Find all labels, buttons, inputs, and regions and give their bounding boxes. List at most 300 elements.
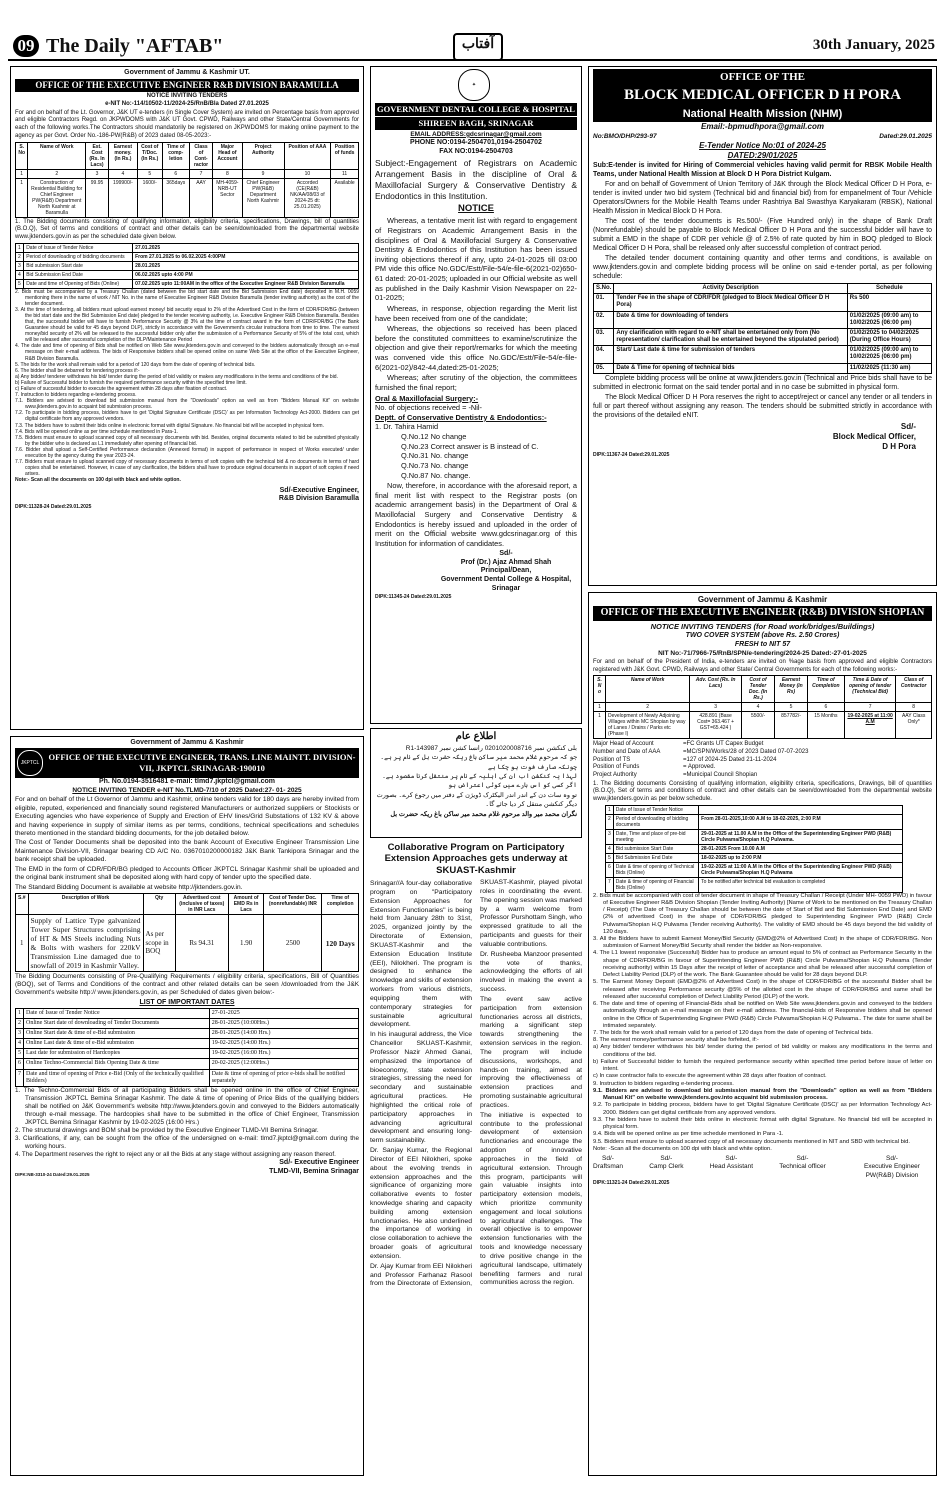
cell: 03. bbox=[594, 328, 614, 345]
table-row bbox=[606, 805, 903, 814]
ad-rnb-shopian bbox=[588, 592, 937, 1476]
cell: 1 bbox=[16, 915, 29, 972]
table-row bbox=[16, 1069, 359, 1086]
conditions-list bbox=[593, 893, 932, 1146]
cell: Accorded (CE(R&B) NK/AA/08/03 of 2024-25 dt: 25.01.2025) bbox=[284, 178, 331, 217]
col-number: 5 bbox=[137, 169, 162, 178]
cell: Date & time for downloading of tenders bbox=[614, 311, 847, 328]
cell: Date and time of opening of Price e-Bid (Only of the technically qualified Bidders) bbox=[24, 1069, 210, 1086]
email: Email:-bpmudhpora@gmail.com bbox=[701, 122, 824, 132]
col-number: 4 bbox=[741, 703, 774, 712]
cell: 7 bbox=[606, 877, 614, 892]
cell bbox=[699, 805, 903, 814]
dates-table bbox=[15, 1008, 359, 1088]
article-paragraph: Srinagar//A four-day collaborative program on "Participatory Extension Approaches for Extension Functionaries" is being held from January 28th to 31st, 2025, organized jointly by the Directorate of Extension, SKUAST-Kashmir and the Extension Education Institute (EEI), Nilokheri. The program is designed to enhance the knowledge and skills of extension workers from various districts, equipping them with contemporary strategies for sustainable agricultural development. bbox=[370, 880, 472, 1029]
col-number: 5 bbox=[775, 703, 808, 712]
cell: 2 bbox=[16, 1018, 24, 1028]
note: Note:- Scan all the documents on 100 dpi with black and white option. bbox=[15, 477, 181, 484]
sd: Sd/- bbox=[499, 549, 513, 557]
contact-line: Ph. No.0194-3516481 e-mail: tlmd7.jkptcl@gmail.com bbox=[98, 777, 276, 785]
cell: 99.95 bbox=[86, 178, 109, 217]
nit-number: NIT No:-71/7966-75/RnB/SPN/e-tendering/2024-25 Dated:-27-01-2025 bbox=[658, 649, 867, 657]
table-row bbox=[606, 829, 903, 844]
table-row bbox=[16, 1018, 359, 1028]
cell: 28-01-2025 (10:00Hrs.) bbox=[209, 1018, 358, 1028]
table-row bbox=[16, 915, 359, 972]
col-number: 3 bbox=[690, 703, 742, 712]
ref-row bbox=[593, 133, 932, 141]
col-header: Position of funds bbox=[331, 142, 359, 169]
table-row bbox=[594, 294, 932, 311]
bmo-banner: BLOCK MEDICAL OFFICER D H PORA bbox=[593, 85, 932, 106]
col-number: 10 bbox=[284, 169, 331, 178]
list-item: 7.4. Bids will be opened online as per time schedule mentioned in Para-1. bbox=[15, 428, 178, 435]
news-article bbox=[370, 842, 582, 1476]
cell: 2500 bbox=[264, 915, 322, 972]
college-place: SHIREEN BAGH, SRINAGAR bbox=[375, 117, 577, 130]
table-row bbox=[16, 1059, 359, 1069]
cell: 05. bbox=[594, 363, 614, 373]
cell: 3 bbox=[16, 261, 24, 270]
cell: 01/02/2025 (09:00 am) to 10/02/2025 (06:00 pm) bbox=[847, 346, 931, 363]
meta-row: Major Head of Account =FC Grants UT Capex Budget bbox=[593, 741, 764, 748]
works-table bbox=[15, 893, 359, 972]
cell: Tender Fee in the shape of CDR/FDR (pledged to Block Medical Officer D H Pora) bbox=[614, 294, 847, 311]
article-paragraph: Dr. Ajay Kumar from EEI Nilokheri and Professor Farhanaz Rasool from the Directorate of Extension, SKUAST-Kashmir, played pivotal roles in coordinating the event. The opening session was marked by a warm welcome from Professor Purshottam Singh, who expressed gratitude to all the participants and guests for their valuable contributions. bbox=[370, 879, 582, 1288]
etender-date: DATED:29/01/2025 bbox=[727, 151, 798, 161]
cell: Online Techno-Commercial Bids Opening Date & time bbox=[24, 1059, 210, 1069]
conditions-list bbox=[15, 1087, 359, 1159]
cell: 1600/- bbox=[137, 178, 162, 217]
list-item: 7.2. To participate in bidding process, bidders have to get 'Digital Signature Certificate (DSC)' as per Information Technology Act-2000. Bidders can get digital certificate from any approved vendors. bbox=[15, 410, 359, 423]
meta-row: Project Authority =Municipal Council Shopian bbox=[593, 771, 758, 778]
para-2: Whereas, in response, objection regarding the Merit list have been received from one of the candidate; bbox=[375, 303, 577, 323]
note: Note: -Scan all the documents on 100 dpi with black and white option. bbox=[593, 1145, 772, 1152]
signatory-place: D H Pora bbox=[882, 442, 916, 452]
article-body bbox=[370, 879, 582, 1289]
cell: Chief Engineer PW(R&B) Department North Kashmir bbox=[242, 178, 284, 217]
cell: From 27.01.2025 to 06.02.2025 4:00PM bbox=[133, 252, 359, 261]
col-header: Cost of T/Doc. (In Rs.) bbox=[137, 142, 162, 169]
cell: Rs 94.31 bbox=[175, 915, 228, 972]
signatory-title: Principal/Dean, bbox=[480, 567, 532, 575]
intro-text: For and on behalf of the Lt. Governor, J&K UT e-tenders (in Single Cover System) are invited on Percentage basis from approved and eligible Contractors Regd. on JKPWDOMS with J&K UT Govt. CPWD, Railways and other State/Central Governments for each of the following works.The Contractors should mandatorily be registered on JKPWDOMS for making online payment to the agency as per Govt. Order No.-186-PW(R&B) of 2023 dated 08-05-2023:- bbox=[15, 109, 359, 139]
ad-rnb-baramulla bbox=[10, 66, 364, 730]
list-item: 5. The Earnest Money Deposit (EMD@2% of Advertised Cost) in the shape of CDR/FDR/BG of the successful Bidder shall be released after receiving Performance security @5% of the allotted cost in the shape of CDR/FDR/BG and same shall be released after successful completion of Defect Liability Period (DLP) of the work. bbox=[593, 979, 932, 1000]
cell: 1 bbox=[16, 243, 24, 252]
table-row bbox=[16, 1039, 359, 1049]
office-title: OFFICE OF THE EXECUTIVE ENGINEER, TRANS. LINE MAINTT. DIVISION-VII, JKPTCL SRINAGAR-190010 bbox=[48, 752, 356, 773]
col-number: 7 bbox=[189, 169, 212, 178]
cell: 07.02.2025 upto 11:00AM in the office of the Executive Engineer R&B Division Baramulla bbox=[133, 279, 359, 288]
col-header: Est. Cost (Rs. In Lacs) bbox=[86, 142, 109, 169]
col-number: 1 bbox=[16, 169, 28, 178]
para-1: 1. The Bidding documents consisting of qualifying information, eligibility criteria, specifications, Drawings, bill of quantities (B.O.Q), Set of terms and conditions of contract and other details can be seen/downloaded from the departmental website www.jktenders.gov.in as per the scheduled date given below. bbox=[15, 218, 359, 240]
table-row bbox=[16, 243, 359, 252]
table-row bbox=[594, 346, 932, 363]
list-item: c) In case contractor fails to execute the agreement within 28 days after fixation of contract. bbox=[593, 1073, 827, 1080]
list-item: 8. The earnest money/performance security shall be forfeited, if:- bbox=[593, 1037, 759, 1044]
cell: 1 bbox=[594, 712, 606, 739]
cell: 28-01-2025 From 10.00 A.M bbox=[699, 844, 903, 853]
list-item: 9.2. To participate in bidding process, bidders have to get 'Digital Signature Certificate (DSC)' as per Information Technology Act-2000. Bidders can get digital certificate from any approved vendors. bbox=[593, 1102, 932, 1116]
cell: 1 bbox=[16, 178, 28, 217]
cell: Bid Submission End Date bbox=[613, 853, 698, 862]
cell: Rs 500 bbox=[847, 294, 931, 311]
article-headline: Collaborative Program on Participatory Extension Approaches gets underway at SKUAST-Kashmir bbox=[384, 842, 568, 876]
cell: Date & time of opening of price e-bids shall be notified separately bbox=[209, 1069, 358, 1086]
signature: Sd/- Draftsman bbox=[593, 1155, 623, 1171]
list-item: 7. The bids for the work shall remain valid for a period of 120 days from the date of opening of Technical bids. bbox=[593, 1030, 873, 1037]
para-3: Whereas, the objections so received has been placed before the constituted committees to examine/scrutinize the objection and give their report/remarks for which the meeting was convened vide this office No.GDC/Estt/File-54/e-file-6(2021-02)/842-44,dated:25-01-2025; bbox=[375, 324, 577, 372]
cell: 5 bbox=[16, 279, 24, 288]
urdu-line: لہذا یہ کنکشن اب ان کی اہلیہ کے نام پر منتقل کرنا مقصود ہے۔ اگر کسی کو اس بارے میں کوئی اعتراض ہو bbox=[382, 773, 577, 790]
cell: Online Start date & time of e-Bid submission bbox=[24, 1028, 210, 1038]
cell: 02. bbox=[594, 311, 614, 328]
cd-name: 1. Dr. Tahira Hamid bbox=[375, 422, 439, 432]
notice-title: NOTICE bbox=[458, 203, 494, 215]
phone: PHONE NO:0194-2504701,0194-2504702 bbox=[410, 139, 542, 147]
college-seal bbox=[375, 69, 577, 101]
cell: 18-02-2025 up to 2:00 P.M bbox=[699, 853, 903, 862]
col-header: Name of Work bbox=[28, 142, 86, 169]
cell: 6 bbox=[606, 862, 614, 877]
dipk-ref: DIPK:11321-24 Dated:29.01.2025 bbox=[593, 1180, 670, 1187]
office-label: OFFICE OF THE bbox=[593, 69, 932, 85]
nit-number: e-NIT No:-114/10502-11/2024-25/RnB/Bla Dated 27.01.2025 bbox=[105, 101, 269, 108]
cell: 19-02-2025 (14:00 Hrs.) bbox=[209, 1039, 358, 1049]
notice-footer bbox=[593, 375, 932, 421]
para-4: The Standard Bidding Document is available at website http://jktenders.gov.in. bbox=[15, 883, 243, 891]
list-item: 3. All the Bidders have to submit Earnest Money/Bid Security (EMD@2% of Advertised Cost) in the shape of CDR/FDR/BG. Non submission of Earnest Money/Bid Security shall render the bidder as Non-responsive. bbox=[593, 935, 932, 950]
cell: 5 bbox=[606, 853, 614, 862]
col-header: S. N o bbox=[594, 676, 606, 703]
list-item: 9.5. Bidders must ensure to upload scanned copy of all necessary documents mentioned in NIT and SBD with technical bid. bbox=[593, 1138, 910, 1145]
col-header: Advertised cost (inclusive of taxes) in INR Lacs bbox=[175, 894, 228, 915]
cell: 3 bbox=[16, 1028, 24, 1038]
col-number: 9 bbox=[242, 169, 284, 178]
jkptcl-emblem-icon: JKPTCL bbox=[17, 750, 43, 776]
para-2: The cost of the tender documents is Rs.500/- (Five Hundred only) in the shape of Bank Draft (Nonrefundable) should be payable to Block Medical Officer D H Pora and the successful bidder will have to submit a EMD in the shape of CDR per vehicle @ of 2.5% of rate quoted by him in BOQ pledged to Block Medical Officer D H Pora, shall be released only after successful completion of contract period. bbox=[593, 218, 932, 253]
cell: 5 bbox=[16, 1049, 24, 1059]
urdu-line: تو وہ سات دن کے اندر اندر الیکٹرک ڈویژن کے دفتر میں رجوع کرے۔ بصورت دیگر کنکشن منتقل کر دیا جائے گا۔ bbox=[376, 791, 577, 809]
col-header: S.No. bbox=[594, 283, 614, 293]
para-5: The Bidding Documents consisting of Pre-Qualifying Requirements / eligibility criteria, specifications, Bill of Quantities (BOQ), set of Terms and Conditions of the contract and other related details can be seen /downloaded from the J&K Government's website http:// www.jktenders.gov.in, as per Scheduled of dates given below:- bbox=[15, 973, 359, 997]
question-list bbox=[375, 432, 577, 480]
table-header-row bbox=[594, 283, 932, 293]
para-5: The Block Medical Officer D H Pora reserves the right to accept/reject or cancel any tender or all tenders in full or part thereof without assigning any reason. The tenders should be submitted strictly in accordance with the provisions of the detailed eNIT. bbox=[593, 393, 932, 419]
signature: Sd/-Executive Engineer, bbox=[279, 486, 359, 494]
cell: Available bbox=[331, 178, 359, 217]
para-1: Whereas, a tentative merit list with regard to engagement of Registrars on Academic Arrangement Basis in the disciplines of Oral & Maxillofacial Surgery & Conservative Dentistry & Endodontics of this Institution has been issued inviting objections thereof if any, upto 24-01-2025 till 03:00 PM vide this office No.GDC/Estt/File-54/e-file-6(2021-02)650-61 dated: 20-01-2025; uploaded in our Official website as well as published in the Daily Kashmir Vision Newspaper on 22-01-2025; bbox=[375, 216, 578, 303]
col-number: 7 bbox=[844, 703, 895, 712]
cell: Date & Time for opening of technical bids bbox=[614, 363, 847, 373]
col-number: 4 bbox=[108, 169, 137, 178]
table-row bbox=[16, 261, 359, 270]
dipk-ref: DIPK:11328-24 Dated:29.01.2025 bbox=[15, 504, 92, 511]
signature: Sd/- Camp Clerk bbox=[649, 1155, 684, 1171]
cell: 01. bbox=[594, 294, 614, 311]
col-number: 2 bbox=[28, 169, 86, 178]
col-header: Class of Cont-ractor bbox=[189, 142, 212, 169]
list-item: a) Any bidder/ tenderer withdraws his bid/ tender during the period of bid validity or makes any modifications in the terms and conditions of the bid. bbox=[593, 1044, 932, 1058]
signatory-office: Government Dental College & Hospital, bbox=[440, 576, 572, 584]
cell: Any clarification with regard to e-NIT shall be entertained only from (No representation/ clarification shall be entertained beyond the stipulated period) bbox=[614, 328, 847, 345]
signature: Sd/- Executive Engineer PW(R&B) Division bbox=[863, 1155, 920, 1179]
signature-row bbox=[593, 1155, 932, 1180]
table-row bbox=[606, 853, 903, 862]
list-item: 2. The structural drawings and BOM shall be provided by the Executive Engineer TLMD-VII Bemina Srinagar. bbox=[15, 1127, 319, 1135]
notice-body bbox=[375, 216, 577, 548]
cell: 428.891 (Base Cost= 363.467 + GST=65.424 ) bbox=[690, 712, 742, 739]
list-title: LIST OF IMPORTANT DATES bbox=[139, 998, 235, 1006]
table-number-row bbox=[594, 703, 932, 712]
cell: 3 bbox=[606, 829, 614, 844]
cell: 1.90 bbox=[228, 915, 263, 972]
works-table bbox=[15, 142, 359, 218]
col-header: Name of Work bbox=[606, 676, 690, 703]
col-header: Position of AAA bbox=[284, 142, 331, 169]
col-header: Major Head of Account bbox=[213, 142, 242, 169]
table-row bbox=[594, 363, 932, 373]
list-item: a) Any bidder/ tenderer withdraws his bid/ tender during the period of bid validity or makes any modifications in the terms and conditions of the bid. bbox=[15, 373, 338, 380]
list-item: 5. The bids for the work shall remain valid for a period of 120 days from the date of opening of technical bids. bbox=[15, 361, 256, 368]
cell: 2 bbox=[16, 252, 24, 261]
newspaper-name: The Daily "AFTAB" bbox=[46, 35, 224, 57]
cell: Bid submission Start Date bbox=[613, 844, 698, 853]
table-row bbox=[594, 712, 932, 739]
cell: AAY Class Only* bbox=[896, 712, 932, 739]
cell: From 28-01-2025,10:00 A.M to 18-02-2025, 2:00 P.M bbox=[699, 814, 903, 829]
cell: Online Start date of downloading of Tender Documents bbox=[24, 1018, 210, 1028]
cell: 7 bbox=[16, 1069, 24, 1086]
nit-title: NOTICE INVITING TENDERS bbox=[146, 93, 228, 100]
conditions-list bbox=[15, 289, 359, 478]
cell: Date of Issue of Tender Notice bbox=[613, 805, 698, 814]
meta-row: Position of Funds = Approved. bbox=[593, 764, 716, 771]
office-banner bbox=[15, 748, 359, 778]
col-header: Adv. Cost (Rs. In Lacs) bbox=[690, 676, 742, 703]
oms-line: No. of objections received = -Nil- bbox=[375, 403, 483, 413]
gov-header: Government of Jammu & Kashmir bbox=[130, 739, 244, 746]
dipk-ref: DIPK:11367-24 Dated:29.01.2025 bbox=[593, 452, 670, 459]
cell: Last date for submission of Hardcopies bbox=[24, 1049, 210, 1059]
sd: Sd/- bbox=[900, 421, 916, 431]
col-header: Amount of EMD Rs in Lacs bbox=[228, 894, 263, 915]
newspaper-logo: آفتاب bbox=[453, 33, 503, 61]
article-paragraph: The initiative is expected to contribute to the professional development of extension functionaries and encourage the adoption of innovative approaches in the field of agricultural extension. Through this program, participants will gain valuable insights into participatory extension models, which prioritize community engagement and local solutions to agricultural challenges. The overall objective is to empower extension functionaries with the tools and knowledge necessary to drive positive change in the agricultural landscape, ultimately benefiting farmers and rural communities across the region. bbox=[480, 1111, 582, 1287]
nhm-banner: National Health Mission (NHM) bbox=[593, 106, 932, 122]
cell: 11/02/2025 (11:30 am) bbox=[847, 363, 931, 373]
cell: 01/02/2025 to 04/02/2025 (During Office Hours) bbox=[847, 328, 931, 345]
signatory-place: Srinagar bbox=[491, 585, 521, 593]
col-header: S.# bbox=[16, 894, 29, 915]
cell: 6 bbox=[16, 1059, 24, 1069]
col-header: Qty bbox=[143, 894, 175, 915]
table-number-row bbox=[16, 169, 359, 178]
cell: Start/ Last date & time for submission of tenders bbox=[614, 346, 847, 363]
nit-title: NOTICE INVITING TENDERS (for Road work/bridges/Buildings) bbox=[650, 622, 875, 632]
list-item: Q.No.31 No. change bbox=[401, 451, 469, 461]
list-item: c) Failure of successful bidder to execute the agreement within 28 days after fixation of contract. bbox=[15, 386, 228, 393]
col-number: 11 bbox=[331, 169, 359, 178]
urdu-line: بلی کنکشن نمبر 0201020008716 رانسا کشن نمبر 143987-R1 bbox=[405, 744, 577, 752]
list-item: 9.1. Bidders are advised to download bid submission manual from the "Downloads" option as well as from "Bidders Manual Kit" on website www.jktenders.gov.into acquaint bid submission process. bbox=[593, 1087, 932, 1102]
urdu-footer: نگران محمد میر والد مرحوم غلام محمد میر ساکن باغ ریکہ حضرت بل bbox=[390, 810, 577, 818]
cell: 5500/- bbox=[741, 712, 774, 739]
list-item: 4. The L1 lowest responsive (Successful) Bidder has to produce an amount equal to 5% of contract as Performance Security in the shape of CDR/FDR/BG in favour of Superintending Engineer PWD (R&B) Circle Pulwama/Shopian H.Q Pulwama (Tender receiving authority) within 15 Days after the receipt of letter of acceptance and shall be released after successful completion of Defect Liability Period (DLP) of the work. The Bank Guarantee should be valid for 28 days beyond DLP. bbox=[593, 950, 932, 979]
list-item: Q.No.73 No. change bbox=[401, 460, 469, 470]
list-item: 2. Bids must be accompanied with cost of tender document in shape of Treasury Challan / Receipt (Under MH- 0059 PWD) in favour of Executive Engineer R&B Division Shopian (Tender Inviting Authority) [Name of Work to be mentioned on the Treasury Challan / Receipt) (The Date of Treasury Challan should be between the date of Start of Bid and Bid Submission End Date) and EMD (2% of advertised Cost) in the shape of CDR/FDR/BG pledged to Superintending Engineer PWD (R&B) Circle Pulwama/Shopian H.Q Pulwama (Tender receiving Authority). The validity of EMD should be 45 days beyond the bid validity of 120 days. bbox=[593, 892, 932, 935]
cell: 06.02.2025 upto 4:00 PM bbox=[133, 270, 359, 279]
col-header: S. No bbox=[16, 142, 28, 169]
list-item: 7. Instruction to bidders regarding e-tendering process. bbox=[15, 392, 137, 399]
col-header: Schedule bbox=[847, 283, 931, 293]
list-item: Q.No.23 Correct answer is B instead of C. bbox=[401, 441, 539, 451]
table-row bbox=[16, 270, 359, 279]
cell: Bid submission Start date bbox=[24, 261, 133, 270]
list-item: 6. The date and time of opening of Financial-Bids shall be notified on Web Site www.jktenders.gov.in and conveyed to the bidders automatically through an e-mail message on their e-mail address. The financial-bids of Responsive bidders shall be opened online in the Office of Superintending Engineer PWD (R&B) Circle Pulwama/Shopian H.Q Pulwama.. The date for same shall be intimated separately. bbox=[593, 1001, 932, 1029]
cell: To be notified after technical bid evaluation is completed bbox=[699, 877, 903, 892]
list-item: 7.6. Bidder shall upload a Self-Certified Performance declaration (Annexed format) in support of performance in respect of Works executed/ under execution by the agency during the year 2023-24. bbox=[15, 446, 359, 460]
urdu-title: اطلاع عام bbox=[455, 731, 497, 742]
cell: Construction of Residential Building for Chief Engineer PW(R&B) Department North Kashmir at Baramulla bbox=[28, 178, 86, 217]
list-item: 7.5. Bidders must ensure to upload scanned copy of all necessary documents with bid. Besides, original documents related to bid be submitted physically by the bidder who is declared as L1 immediately after opening of financial bid. bbox=[15, 434, 359, 447]
college-name: GOVERNMENT DENTAL COLLEGE & HOSPITAL bbox=[375, 103, 577, 116]
table-row bbox=[16, 1008, 359, 1018]
cell: 857782/- bbox=[775, 712, 808, 739]
works-table bbox=[593, 675, 932, 739]
seal-icon: ✦ bbox=[458, 69, 490, 101]
subject: Subject:-Engagement of Registrars on Academic Arrangement Basis in the discipline of Oral & Maxillofacial Surgery & Conservative Dentistry & Endodontics in this Institution. bbox=[375, 157, 577, 202]
table-row bbox=[16, 252, 359, 261]
schedule-table bbox=[593, 283, 932, 374]
cell: 20-02-2025 (12:00Hrs.) bbox=[209, 1059, 358, 1069]
cell: 120 Days bbox=[322, 915, 359, 972]
table-row bbox=[606, 862, 903, 877]
list-item: b) Failure of Successful bidder to furnish the required performance security within the specified time limit. bbox=[15, 379, 247, 386]
col-number: 8 bbox=[213, 169, 242, 178]
cell: 4 bbox=[16, 1039, 24, 1049]
meta-row: Position of TS =127 of 2024-25 Dated 21-11-2024 bbox=[593, 756, 777, 763]
dipk-ref: DIPK:NB-3310-24 Dated:29.01.2025 bbox=[15, 1171, 90, 1177]
table-row bbox=[594, 311, 932, 328]
cell: 199900/- bbox=[108, 178, 137, 217]
cell: Bid Submission End Date bbox=[24, 270, 133, 279]
list-item: 9. Instruction to bidders regarding e-tendering process. bbox=[593, 1080, 734, 1087]
cell: 29-01-2025 at 11.00 A.M in the Office of the Superintending Engineer PWD (R&B) Circle Pulwama/Shopian H.Q Pulwama. bbox=[699, 829, 903, 844]
signature-office: R&B Division Baramulla bbox=[278, 495, 359, 503]
ad-dental-college bbox=[370, 66, 582, 724]
col-number: 1 bbox=[594, 703, 606, 712]
col-header: Time & Date of opening of tender (Technical Bid) bbox=[844, 676, 895, 703]
signatory: Prof (Dr.) Ajaz Ahmad Shah bbox=[460, 558, 552, 566]
list-item: 9.3. The bidders have to submit their bids online in electronic format with digital Signature. No financial bid will be accepted in physical form. bbox=[593, 1116, 932, 1131]
para-1: For and on behalf of Government of Union Territory of J&K through the Block Medical Officer D H Pora, e-tender is invited under two bid system (Technical bid and financial bid) from for empanelment of Tour /Vehicle Operators/Owners for the Mobile Health Teams under Rashtriya Bal Swasthya Karyakaram (RBSK), National Health Mission in Medical Block D H Pora. bbox=[593, 181, 932, 216]
para-3: The detailed tender document containing quantity and other terms and conditions, is available on www.jktenders.gov.in and complete bidding process will be online on said e-tender portal, as per following schedule: bbox=[593, 255, 932, 280]
gov-header: Government of Jammu & Kashmir UT. bbox=[124, 69, 250, 76]
list-item: b) Failure of Successful bidder to furnish the required performance security within specified time period before issue of letter on intent. bbox=[593, 1058, 932, 1073]
cell: 19-02-2025 (16:00 Hrs.) bbox=[209, 1049, 358, 1059]
table-row bbox=[594, 328, 932, 345]
cell: Online Last date & time of e-Bid submission bbox=[24, 1039, 210, 1049]
list-item: 6. The bidder shall be debarred for tendering process if:- bbox=[15, 367, 140, 374]
para-1: 1. The Bidding documents Consisting of qualifying information, eligibility criteria, specifications, Drawings, bill of quantities (B.O.Q), Set of terms and conditions of contract and other details can be seen/downloaded from the departmental website www.jktenders.gov.in as per below schedule. bbox=[593, 780, 932, 802]
cell: Period of downloading of bidding documents bbox=[24, 252, 133, 261]
cd-title: Deptt. of Conservative Dentistry & Endodontics:- bbox=[375, 412, 547, 422]
cover-system: TWO COVER SYSTEM (above Rs. 2.50 Crores) bbox=[685, 631, 840, 639]
office-banner: OFFICE OF THE EXECUTIVE ENGINEER (R&B) DIVISION SHOPIAN bbox=[593, 606, 932, 621]
cell: MH-4059-NRB-UT Sector bbox=[213, 178, 242, 217]
nit-number: NOTICE INVITING TENDER e-NIT No.TLMD-7/10 of 2025 Dated:27- 01- 2025 bbox=[72, 786, 302, 794]
fax: FAX NO:0194-2504703 bbox=[439, 148, 513, 156]
meta-list bbox=[593, 741, 932, 779]
table-header-row bbox=[16, 894, 359, 915]
signature: Sd/- Executive Engineer TLMD-VII, Bemina Srinagar bbox=[269, 1159, 359, 1176]
cell: 04. bbox=[594, 346, 614, 363]
list-item: 3. At the time of tendering, all bidders must upload earnest money/ bid security equal to 2% of the Advertised Cost in the form of CDR/FDR/BG (between the bid start date and the Bid Submission End date) pledged to the tender receiving authority, i.e. Executive Engineer R&B Division Baramulla. Besides that, the successful bidder will have to furnish Performance Security @ 3% at the time of contract award in the form of CDR/FDR/BG (The Bank Guarantee should be valid for 45 days beyond DLP), strictly in accordance with the Government's circular instructions from time to time. The earnest money/bid security of 2% will be released to the successful bidder only after the submission of a Performance Security of 5% of the total cost, which will be released after successful completion of the DLP/Maintenance Period bbox=[15, 306, 359, 344]
table-row bbox=[606, 877, 903, 892]
cell: Date & time of opening of Technical Bids (Online) bbox=[613, 862, 698, 877]
article-paragraph: The event saw active participation from extension functionaries across all districts, marking a significant step towards strengthening the extension services in the region. The program will include discussions, workshops, and hands-on training, aimed at improving the effectiveness of extension practices and promoting sustainable agricultural practices. bbox=[480, 995, 582, 1109]
cell: Date and time of Opening of Bids (Online) bbox=[24, 279, 133, 288]
urdu-body bbox=[375, 744, 577, 810]
footer-row bbox=[15, 1159, 359, 1177]
cell: Period of downloading of bidding documents bbox=[613, 814, 698, 829]
para-1: For and on behalf of the Lt Governor of Jammu and Kashmir, online tenders valid for 180 days are hereby invited from eligible, reputed, experienced and financially sound registered Manufacturers or authorized suppliers or Stockists or Executing agencies who have experience of Supply and Erection of EHV lines/Grid Substations of 132 KV & above and having experience in supply of similar items as per terms, conditions, technical specifications and schedules thereto mentioned in the standard bidding documents, for the job detailed below. bbox=[15, 796, 359, 837]
intro-text: For and on behalf of the President of India, e-tenders are invited on %age basis from approved and eligible Contractors registered with J&K Govt. CPWD, Railways and other State/ Central Governments for each of the following works:- bbox=[593, 658, 932, 673]
table-row bbox=[606, 844, 903, 853]
cell: Date of Issue of Tender Notice bbox=[24, 1008, 210, 1018]
cell: 365days bbox=[162, 178, 189, 217]
cell: 28-01-2025 (14:00 Hrs.) bbox=[209, 1028, 358, 1038]
list-item: 2. Bids must be accompanied by a Treasury Challan (dated between the bid start date and the Bid Submission End date) deposited in M.H. 0059 mentioning there in the name of work / NIT No. in the name of Executive Engineer R&B Division Baramulla (tender inviting authority) as the cost of the tender document. bbox=[15, 288, 360, 307]
list-item: 7.3. The bidders have to submit their bids online in electronic format with digital Signature. No financial bid will be accepted in physical form. bbox=[15, 422, 324, 429]
list-item: 1. The Techno-Commercial Bids of all participating Bidders shall be opened online in the office of Chief Engineer, Transmission JKPTCL Bemina Srinagar Kashmir. The date & time of opening of Price Bids of the qualifying bidders shall be notified on J&K Government's website http://www.jktenders.gov.in and conveyed to the Bidders automatically through e-mail message. The hardcopies shall have to be submitted in the office of Chief Engineer, Transmission JKPTCL Bemina Srinagar Kashmir by 19-02-2025 (16:00 Hrs.) bbox=[15, 1087, 359, 1127]
cell: AAY bbox=[189, 178, 212, 217]
notice-body bbox=[593, 162, 932, 282]
schedule-table bbox=[15, 243, 359, 289]
signatory: Block Medical Officer, bbox=[832, 431, 916, 441]
col-number: 2 bbox=[606, 703, 690, 712]
dipk-ref: DIPK:11345-24 Dated:29.01.2025 bbox=[375, 594, 452, 601]
para-2: The Cost of Tender Documents shall be deposited into the bank Account of Executive Engineer Transmission Line Maintenance Division-VII, Srinagar bearing CD A/C No. 0367010200000182 J&K Bank Tankipora Srinagar and the bank receipt shall be uploaded. bbox=[15, 839, 359, 864]
cell: Development of Newly Adjoining Villages within MC Shopian by way of Lanes / Drains / Parks etc (Phase I) bbox=[606, 712, 690, 739]
table-header-row bbox=[594, 676, 932, 703]
cell: 1 bbox=[16, 1008, 24, 1018]
cell: As per scope in BOQ bbox=[143, 915, 175, 972]
masthead bbox=[8, 33, 937, 61]
email: EMAIL ADDRESS:gdcsrinagar@gmail.com bbox=[410, 130, 542, 138]
cell: 27.01.2025 bbox=[133, 243, 359, 252]
signature: Sd/- Technical officer bbox=[779, 1155, 826, 1171]
cell: 27-01-2025 bbox=[209, 1008, 358, 1018]
list-item: 7.7. Bidders must ensure to upload scanned copy of necessary documents in terms of soft copies with the technical bid & no documents in terms of hard copies shall be entertained. However, in case of any clarification, the bidders shall have to produce original documents in support of soft copies if need arises. bbox=[15, 459, 359, 478]
cell: 28.01.2025 bbox=[133, 261, 359, 270]
para-3: The EMD in the form of CDR/FDR/BG pledged to Accounts Officer JKPTCL Srinagar Kashmir shall be uploaded and the original bank instrument shall be deposited along with hard copy of tender upto the specified date. bbox=[15, 865, 359, 882]
subject: Sub:E-tender is invited for Hiring of Commercial vehicles having valid permit for RBSK Mobile Health Teams, under National Health Mission at Block D H Pora District Kulgam. bbox=[593, 162, 932, 179]
col-header: Earnest Money (in Rs) bbox=[775, 676, 808, 703]
ref-date: Dated:29.01.2025 bbox=[879, 132, 932, 140]
cell: 4 bbox=[16, 270, 24, 279]
office-banner: OFFICE OF THE EXECUTIVE ENGINEER R&B DIVISION BARAMULLA bbox=[15, 79, 359, 93]
list-item: 3. Clarifications, if any, can be sought from the office of the undersigned on e-mail: tlmd7.jkptcl@gmail.com during the working hours. bbox=[15, 1135, 359, 1151]
table-row bbox=[16, 279, 359, 288]
cell: Supply of Lattice Type galvanized Tower Super Structures comprising of HT & MS Steels including Nuts & Bolts with washers for 220kV Transmission Line damaged due to snowfall of 2019 in Kashmir Valley. bbox=[28, 915, 143, 972]
table-row bbox=[16, 1049, 359, 1059]
col-header: Time of Completion bbox=[807, 676, 844, 703]
table-row bbox=[16, 1028, 359, 1038]
